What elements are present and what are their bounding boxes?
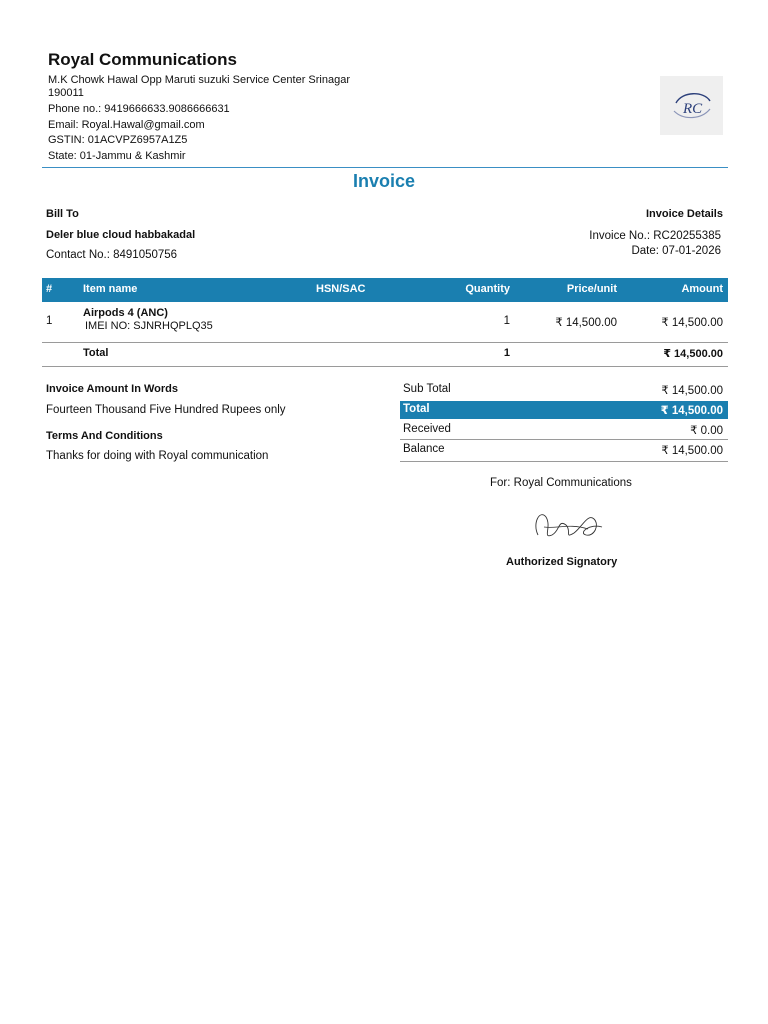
logo-mark-icon <box>670 89 714 123</box>
company-gstin: GSTIN: 01ACVPZ6957A1Z5 <box>48 134 188 146</box>
row-item-detail: IMEI NO: SJNRHQPLQ35 <box>85 320 213 332</box>
summary-total-value: ₹ 14,500.00 <box>660 405 723 417</box>
terms-label: Terms And Conditions <box>46 430 163 442</box>
row-item-name: Airpods 4 (ANC) <box>83 307 168 319</box>
signature-for-line: For: Royal Communications <box>490 477 632 489</box>
authorized-signatory-label: Authorized Signatory <box>506 556 618 568</box>
total-row-amount: ₹ 14,500.00 <box>663 348 723 360</box>
signature-icon <box>530 505 606 547</box>
row-quantity: 1 <box>503 315 510 327</box>
invoice-details-label: Invoice Details <box>645 208 723 220</box>
company-phone: Phone no.: 9419666633.9086666631 <box>48 103 230 115</box>
header-divider <box>42 167 728 168</box>
summary-total-label: Total <box>403 403 430 415</box>
col-index-header: # <box>46 283 53 295</box>
bill-to-label: Bill To <box>46 208 79 220</box>
company-name: Royal Communications <box>48 50 237 69</box>
col-quantity-header: Quantity <box>465 283 510 295</box>
sub-total-label: Sub Total <box>403 383 451 395</box>
company-email: Email: Royal.Hawal@gmail.com <box>48 119 205 131</box>
balance-label: Balance <box>403 443 445 455</box>
terms-value: Thanks for doing with Royal communication <box>46 450 269 462</box>
invoice-number: Invoice No.: RC20255385 <box>589 230 721 242</box>
logo-text: RC <box>682 100 702 117</box>
row-index: 1 <box>46 315 53 327</box>
company-state: State: 01-Jammu & Kashmir <box>48 150 186 162</box>
col-amount-header: Amount <box>681 283 723 295</box>
balance-divider <box>400 461 728 462</box>
total-row-label: Total <box>83 347 109 359</box>
received-value: ₹ 0.00 <box>690 425 723 437</box>
col-item-name-header: Item name <box>83 283 138 295</box>
sub-total-value: ₹ 14,500.00 <box>661 385 723 397</box>
row-price: ₹ 14,500.00 <box>555 317 617 329</box>
row-divider <box>42 342 728 343</box>
row-amount: ₹ 14,500.00 <box>661 317 723 329</box>
total-row-quantity: 1 <box>503 347 510 359</box>
items-table-header <box>42 278 728 302</box>
amount-in-words-label: Invoice Amount In Words <box>46 383 179 395</box>
company-address-line2: 190011 <box>48 87 84 99</box>
company-logo <box>660 76 723 135</box>
balance-value: ₹ 14,500.00 <box>661 445 723 457</box>
summary-total-bar <box>400 401 728 419</box>
col-price-header: Price/unit <box>566 283 617 295</box>
table-bottom-divider <box>42 366 728 367</box>
amount-in-words-value: Fourteen Thousand Five Hundred Rupees only <box>46 404 286 416</box>
col-hsn-header: HSN/SAC <box>316 283 366 295</box>
invoice-title: Invoice <box>352 171 416 191</box>
received-divider <box>400 439 728 440</box>
bill-to-name: Deler blue cloud habbakadal <box>46 229 196 241</box>
invoice-date: Date: 07-01-2026 <box>631 245 721 257</box>
company-address-line1: M.K Chowk Hawal Opp Maruti suzuki Service Center Srinagar <box>48 74 351 86</box>
received-label: Received <box>403 423 451 435</box>
bill-to-contact: Contact No.: 8491050756 <box>46 249 178 261</box>
